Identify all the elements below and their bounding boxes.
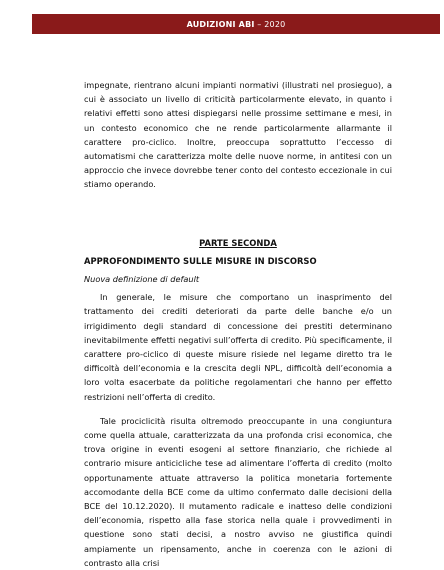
part-title: PARTE SECONDA [199, 237, 277, 248]
header-separator: – [254, 19, 265, 29]
paragraph-spacer [84, 404, 392, 414]
header-year: 2020 [264, 19, 286, 29]
paragraph-2: In generale, le misure che comportano un inasprimento del trattamento dei crediti deteriorati da parte delle banche e/o un irrigidimento degli standard di concessione dei prestiti determinano inevitabilmente effetti negativi sull’offerta di credito. Più specificamente, il carattere pro-ciclico di queste misure risiede nel legame diretto tra le difficoltà dell’economia e la crescita degli NPL, difficoltà dell’economia a loro volta esacerbate da politiche regolamentari che hanno per effetto restrizioni nell’offerta di credito. [84, 292, 392, 402]
paragraph-3: Tale prociclicità risulta oltremodo preoccupante in una congiuntura come quella attuale, caratterizzata da una profonda crisi economica, che trova origine in eventi esogeni al settore finanziario, che richiede al contrario misure anticicliche tese ad alimentare l’offerta di credito (molto opportunamente attuate attraverso la politica monetaria fortemente accomodante della BCE come da ultimo confermato dalle decisioni della BCE del 10.12.2020). Il mutamento radicale e inatteso delle condizioni dell’economia, rispetto alla fase storica nella quale i provvedimenti in questione sono stati decisi, a nostro avviso ne giustifica quindi ampiamente un ripensamento, anche in coerenza con le azioni di contrasto alla crisi [84, 415, 392, 568]
document-body [84, 78, 392, 570]
page-header-text [187, 20, 286, 29]
page-header-bar [32, 14, 440, 34]
section-spacer [84, 192, 392, 236]
header-title: AUDIZIONI ABI [186, 19, 255, 29]
intro-paragraph: impegnate, rientrano alcuni impianti normativi (illustrati nel prosieguo), a cui è associato un livello di criticità particolarmente elevato, in quanto i relativi effetti sono attesi dispiegarsi nelle prossime settimane e mesi, in un contesto economico che ne rende particolarmente allarmante il carattere pro-ciclico. Inoltre, preoccupa soprattutto l’eccesso di automatismi che caratterizza molte delle nuove norme, in antitesi con un approccio che invece dovrebbe tener conto del contesto eccezionale in cui stiamo operando. [84, 80, 392, 190]
section-title: APPROFONDIMENTO SULLE MISURE IN DISCORSO [84, 255, 317, 266]
subsection-title: Nuova definizione di default [84, 274, 200, 285]
